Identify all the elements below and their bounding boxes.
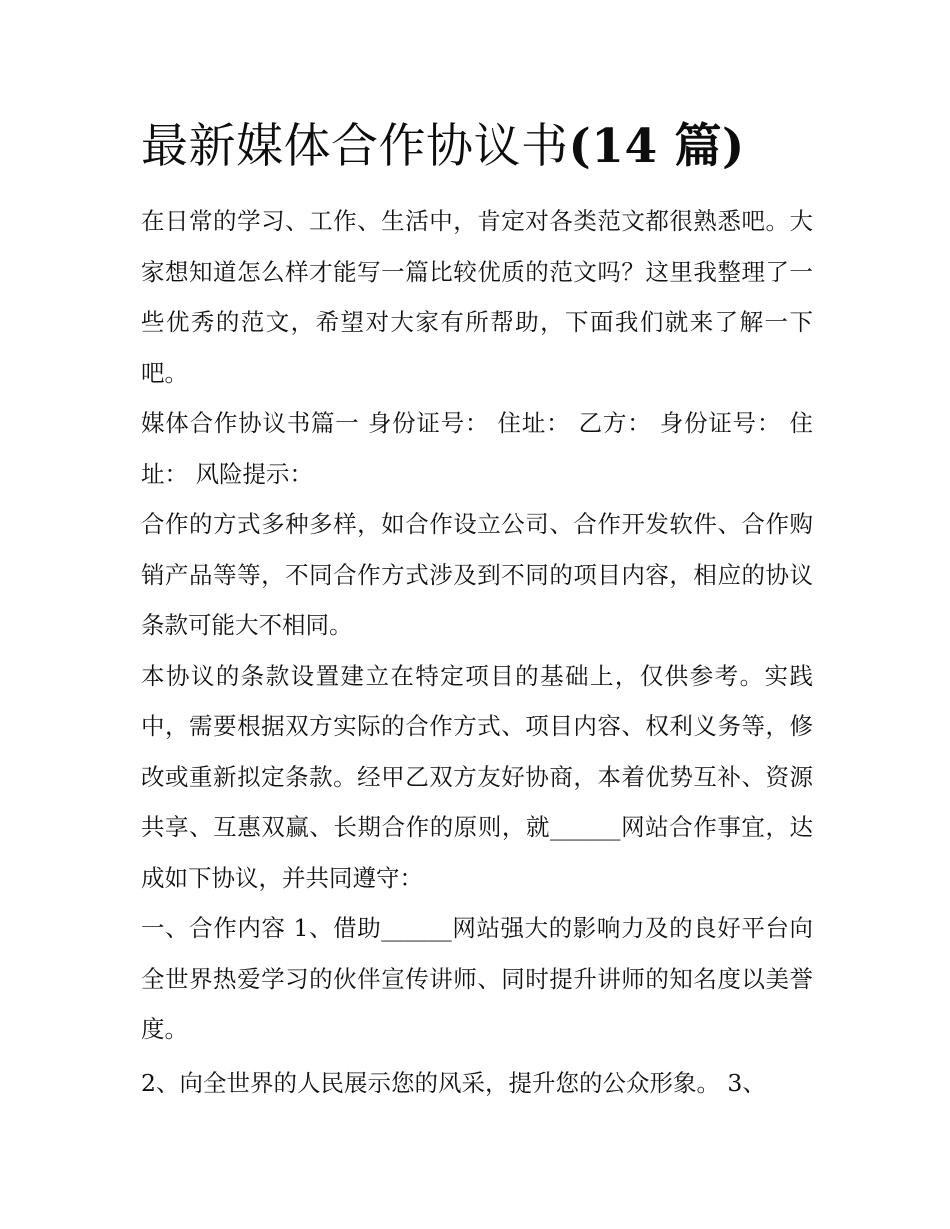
terms-basis-paragraph: 本协议的条款设置建立在特定项目的基础上，仅供参考。实践中，需要根据双方实际的合作方式、项目内容、权利义务等，修改或重新拟定条款。经甲乙双方友好协商，本着优势互补、资源共享、互惠双赢、长期合作的原则，就______网站合作事宜，达成如下协议，并共同遵守： [141, 661, 813, 892]
parties-paragraph: 媒体合作协议书篇一 身份证号： 住址： 乙方： 身份证号： 住址： 风险提示： [141, 409, 813, 488]
cooperation-methods-paragraph: 合作的方式多种多样，如合作设立公司、合作开发软件、合作购销产品等等，不同合作方式涉及到不同的项目内容，相应的协议条款可能大不相同。 [141, 510, 813, 639]
document-title-count: (14 篇) [568, 119, 745, 174]
document-title [141, 112, 813, 182]
document-content [141, 112, 813, 1108]
cooperation-content-paragraph: 一、合作内容 1、借助______网站强大的影响力及的良好平台向全世界热爱学习的伙伴宣传讲师、同时提升讲师的知名度以美誉度。 [141, 914, 813, 1043]
showcase-paragraph: 2、向全世界的人民展示您的风采，提升您的公众形象。 3、 [141, 1068, 766, 1097]
intro-paragraph: 在日常的学习、工作、生活中，肯定对各类范文都很熟悉吧。大家想知道怎么样才能写一篇比较优质的范文吗？这里我整理了一些优秀的范文，希望对大家有所帮助，下面我们就来了解一下吧。 [141, 207, 813, 387]
document-title-main: 最新媒体合作协议书 [141, 119, 569, 174]
document-body [141, 196, 813, 1108]
